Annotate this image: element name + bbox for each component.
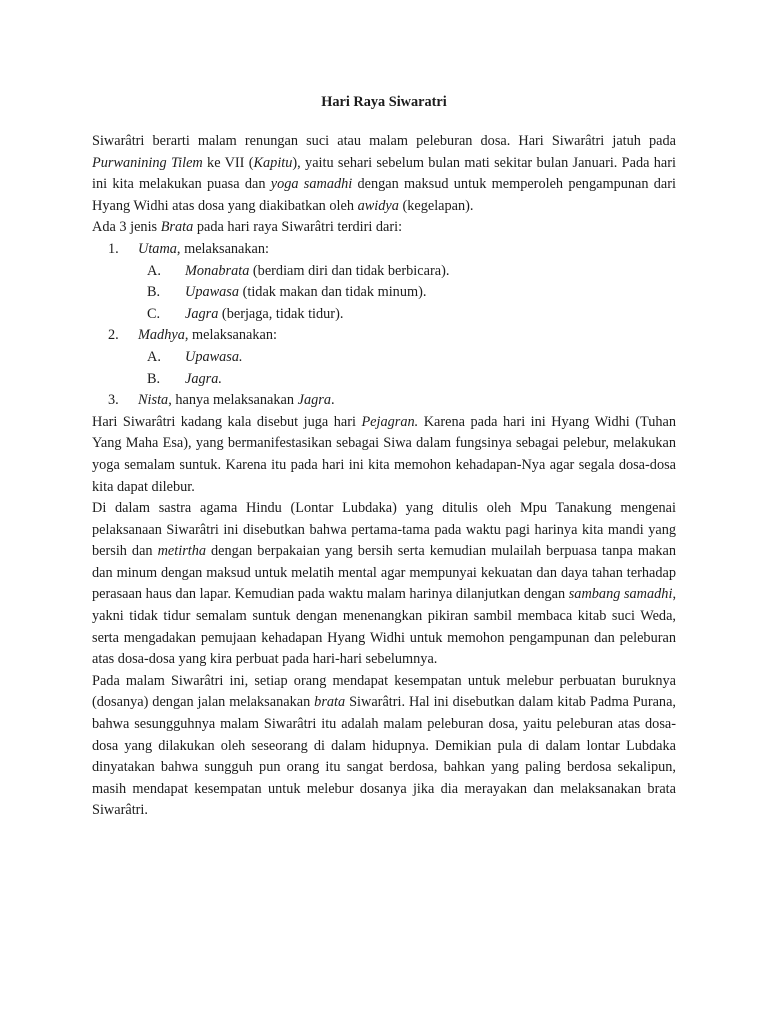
text-run: Karena pada hari ini Hyang Widhi (Tuhan Yang Maha Esa), yang bermanifestasikan sebagai Siwa dalam fungsinya sebagai pelebur, melakukan yoga semalam suntuk. Karena itu pada hari ini kita memohon kehadapan-Nya agar segala dosa-dosa kita dapat dilebur. [92, 413, 676, 495]
list-marker: C. [147, 305, 161, 322]
paragraph [92, 498, 676, 671]
list-item-text [185, 263, 449, 279]
list-marker: 2. [108, 327, 119, 344]
text-run: , melaksanakan: [176, 240, 270, 257]
list-item-text [138, 241, 269, 257]
text-run: (tidak makan dan tidak minum). [239, 284, 427, 301]
italic-term: Jagra. [185, 370, 222, 387]
text-run: pada hari raya Siwarâtri terdiri dari: [193, 219, 403, 236]
list-item-text [138, 327, 277, 343]
text-run: Siwarâtri. Hal ini disebutkan dalam kitab Padma Purana, bahwa sesungguhnya malam Siwarâtri itu adalah malam peleburan dosa, yaitu peleburan atas dosa-dosa yang dilakukan oleh seseorang di dalam hidupnya. Demikian pula di dalam lontar Lubdaka dinyatakan bahwa sungguh pun orang itu sangat berdosa, bahkan yang paling berdosa sekalipun, masih mendapat kesempatan untuk melebur dosanya jika dia merayakan dan melaksanakan brata Siwarâtri. [92, 694, 676, 819]
list-marker: B. [147, 284, 161, 301]
italic-term: Jagra [185, 305, 219, 322]
text-run: Hari Siwarâtri kadang kala disebut juga hari [92, 413, 362, 430]
text-run: . [330, 392, 335, 409]
paragraph [92, 671, 676, 822]
paragraph [92, 217, 676, 239]
list-item [92, 239, 676, 261]
italic-term: Upawasa [185, 284, 240, 301]
list-item-text [185, 371, 222, 387]
text-run: Siwarâtri berarti malam renungan suci atau malam peleburan dosa. Hari Siwarâtri jatuh pada [92, 133, 676, 149]
list-item-text [138, 392, 335, 408]
italic-term: Nista [138, 392, 169, 409]
list-marker: B. [147, 370, 161, 387]
text-run: ), yaitu sehari sebelum bulan mati sekitar bulan Januari. Pada hari ini kita melakukan puasa dan [92, 154, 676, 193]
list-marker: A. [147, 262, 161, 279]
italic-term: metirtha [157, 543, 207, 560]
list-item-text [185, 306, 343, 322]
italic-term: Madhya [138, 327, 185, 344]
text-run: (berdiam diri dan tidak berbicara). [249, 262, 450, 279]
italic-term: sambang samadhi [568, 586, 673, 603]
list-marker: 1. [108, 240, 119, 257]
italic-term: yoga samadhi [270, 176, 353, 193]
list-item-text [185, 284, 426, 300]
list-marker: A. [147, 348, 161, 365]
italic-term: Upawasa. [185, 348, 243, 365]
list-marker: 3. [108, 392, 119, 409]
paragraph [92, 131, 676, 217]
list-item-text [185, 349, 243, 365]
italic-term: Purwanining Tilem [92, 154, 203, 171]
list-item [92, 390, 676, 412]
text-run: (berjaga, tidak tidur). [218, 305, 344, 322]
text-run: Di dalam sastra agama Hindu (Lontar Lubdaka) yang ditulis oleh Mpu Tanakung mengenai pelaksanaan Siwarâtri ini disebutkan bahwa pertama-tama pada waktu pagi harinya kita mandi yang bersih dan [92, 500, 676, 560]
italic-term: Jagra [297, 392, 331, 409]
text-run: ke VII ( [202, 154, 254, 171]
italic-term: Monabrata [185, 262, 250, 279]
italic-term: brata [314, 694, 346, 711]
sub-list-item [92, 261, 676, 283]
italic-term: Kapitu [253, 154, 293, 171]
italic-term: awidya [357, 197, 399, 214]
text-run: Pada malam Siwarâtri ini, setiap orang mendapat kesempatan untuk melebur perbuatan buruknya (dosanya) dengan jalan melaksanakan [92, 672, 676, 711]
paragraph [92, 412, 676, 498]
sub-list-item [92, 347, 676, 369]
text-run: , melaksanakan: [184, 327, 277, 344]
text-run: , yakni tidak tidur semalam suntuk dengan menenangkan pikiran sambil membaca kitab suci Weda, serta mengadakan pemujaan kehadapan Hyang Widhi untuk memohon pengampunan dan peleburan atas dosa-dosa yang kira perbuat pada hari-hari sebelumnya. [92, 586, 677, 668]
sub-list-item [92, 282, 676, 304]
text-run: dengan berpakaian yang bersih serta kemudian mulailah berpuasa tanpa makan dan minum dengan maksud untuk melatih mental agar mempunyai kekuatan dan daya tahan terhadap perasaan haus dan lapar. Kemudian pada waktu malam harinya dilanjutkan dengan [92, 543, 676, 603]
text-run: (kegelapan). [398, 197, 474, 214]
list-item [92, 325, 676, 347]
document-body [92, 131, 676, 822]
text-run: , hanya melaksanakan [168, 392, 298, 409]
document-title: Hari Raya Siwaratri [321, 94, 447, 110]
sub-list-item [92, 369, 676, 391]
text-run: Ada 3 jenis [92, 219, 161, 236]
italic-term: Pejagran. [361, 413, 419, 430]
italic-term: Utama [138, 240, 177, 257]
text-run: dengan maksud untuk memperoleh pengampunan dari Hyang Widhi atas dosa yang diakibatkan oleh [92, 176, 676, 214]
italic-term: Brata [160, 219, 194, 236]
sub-list-item [92, 304, 676, 326]
